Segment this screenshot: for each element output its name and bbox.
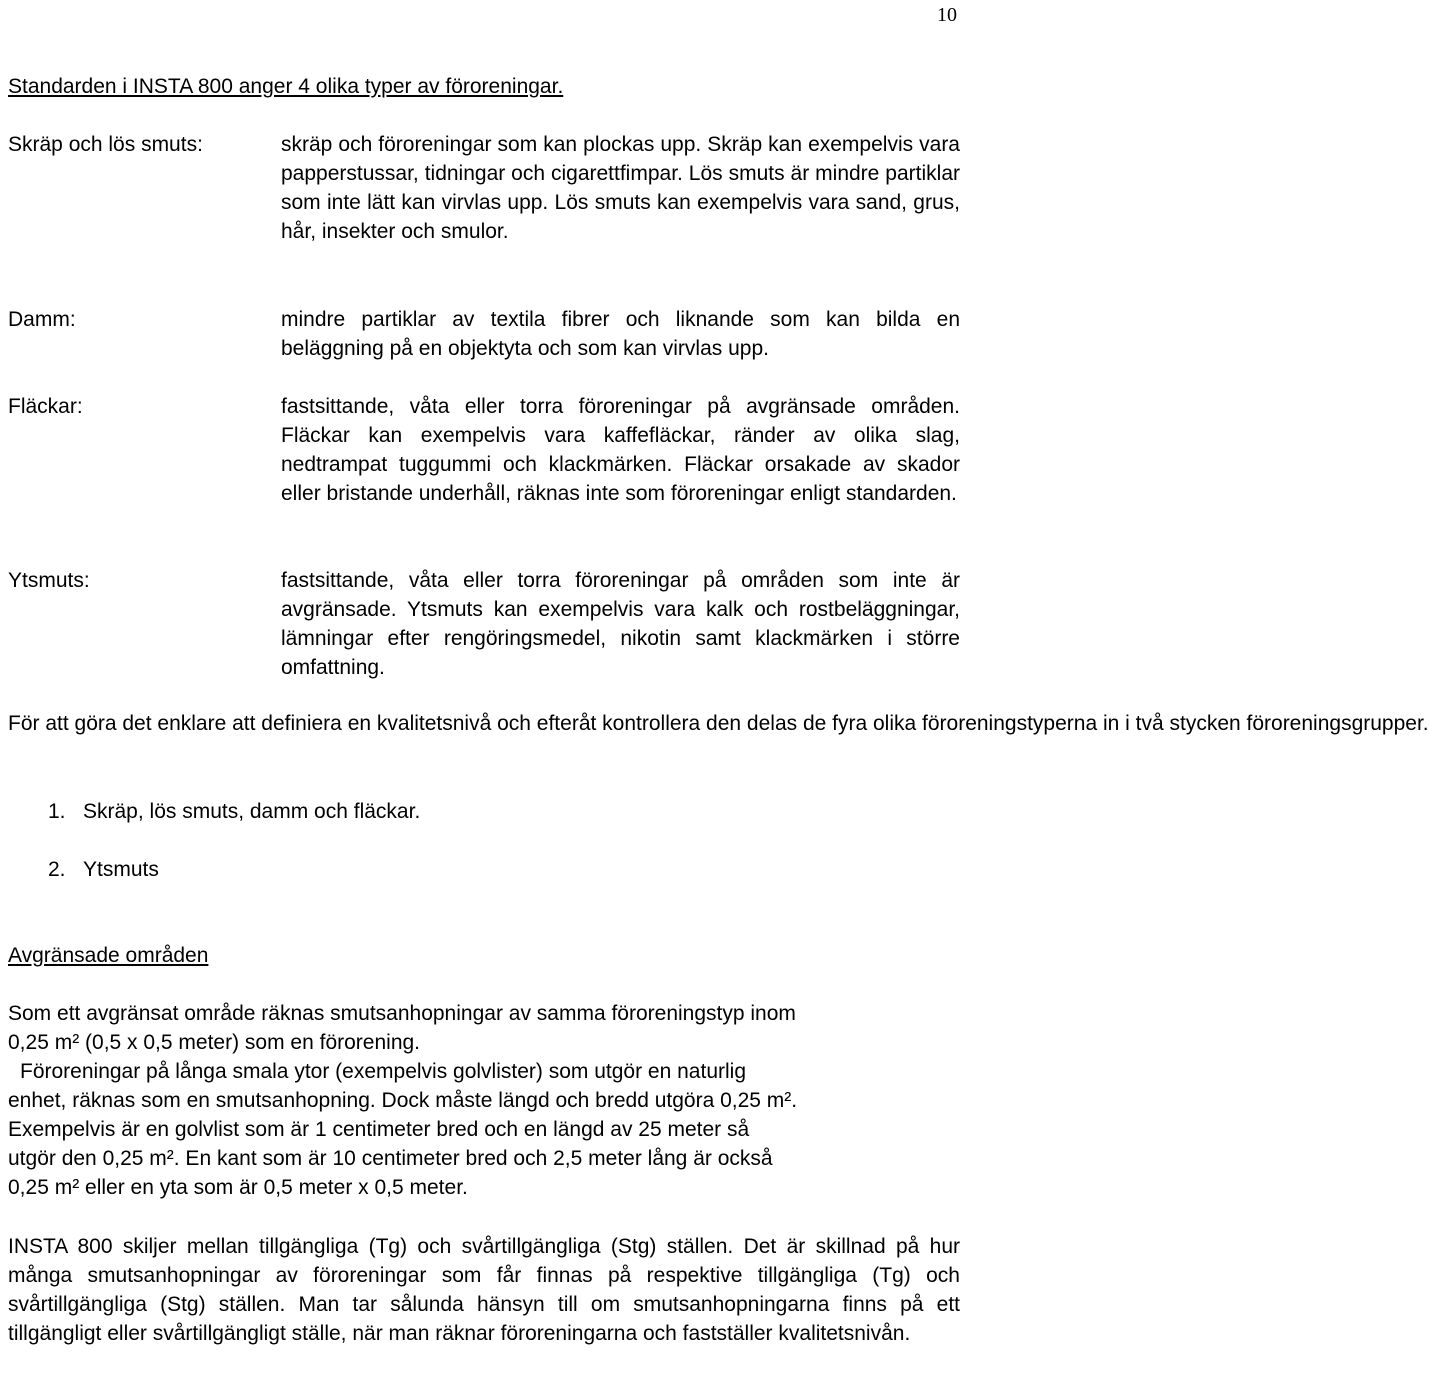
definition-term: Fläckar: bbox=[8, 395, 83, 418]
definition-description: fastsittande, våta eller torra föroreningar på områden som inte är avgränsade. Ytsmuts kan exempelvis vara kalk och rostbeläggningar, lämningar efter rengöringsmedel, nikotin samt klackmärken i större omfattning. bbox=[281, 569, 960, 679]
section-line: 0,25 m² eller en yta som är 0,5 meter x 0,5 meter. bbox=[8, 1176, 468, 1199]
section-line: enhet, räknas som en smutsanhopning. Dock måste längd och bredd utgöra 0,25 m². bbox=[8, 1089, 798, 1112]
group-item bbox=[48, 855, 159, 884]
definition-item bbox=[8, 566, 960, 682]
definition-description: fastsittande, våta eller torra föroreningar på avgränsade områden. Fläckar kan exempelvis vara kaffefläckar, ränder av olika slag, nedtrampat tuggummi och klackmärken. Fläckar orsakade av skador eller bristande underhåll, räknas inte som föroreningar enligt standarden. bbox=[281, 395, 960, 505]
definition-item bbox=[8, 130, 960, 305]
section-line: utgör den 0,25 m². En kant som är 10 centimeter bred och 2,5 meter lång är också bbox=[8, 1147, 773, 1170]
insta-paragraph: INSTA 800 skiljer mellan tillgängliga (Tg) och svårtillgängliga (Stg) ställen. Det är skillnad på hur många smutsanhopningar av föroreningar som får finnas på respektive tillgängliga (Tg) och svårtillgängliga (Stg) ställen. Man tar sålunda hänsyn till om smutsanhopningarna finns på ett tillgängligt eller svårtillgängligt ställe, när man räknar föroreningarna och fastställer kvalitetsnivån. bbox=[8, 1235, 960, 1345]
section-line: Exempelvis är en golvlist som är 1 centimeter bred och en längd av 25 meter så bbox=[8, 1118, 750, 1141]
definition-term: Damm: bbox=[8, 308, 76, 331]
group-number: 2. bbox=[48, 858, 66, 881]
definition-term: Ytsmuts: bbox=[8, 569, 90, 592]
page-number: 10 bbox=[937, 4, 957, 26]
group-label: Ytsmuts bbox=[83, 858, 159, 881]
section-paragraph bbox=[8, 999, 960, 1202]
section-line: Som ett avgränsat område räknas smutsanhopningar av samma föroreningstyp inom bbox=[8, 1002, 796, 1025]
group-label: Skräp, lös smuts, damm och fläckar. bbox=[83, 800, 421, 823]
intro-heading: Standarden i INSTA 800 anger 4 olika typer av föroreningar. bbox=[8, 75, 564, 98]
section-line: 0,25 m² (0,5 x 0,5 meter) som en förorening. bbox=[8, 1031, 421, 1054]
definition-term: Skräp och lös smuts: bbox=[8, 133, 203, 156]
definition-description: mindre partiklar av textila fibrer och liknande som kan bilda en beläggning på en objektyta och som kan virvlas upp. bbox=[281, 308, 960, 360]
definition-description: skräp och föroreningar som kan plockas upp. Skräp kan exempelvis vara papperstussar, tidningar och cigarettfimpar. Lös smuts är mindre partiklar som inte lätt kan virvlas upp. Lös smuts kan exempelvis vara sand, grus, hår, insekter och smulor. bbox=[281, 133, 960, 243]
definition-item bbox=[8, 392, 960, 566]
group-number: 1. bbox=[48, 800, 66, 823]
section-heading: Avgränsade områden bbox=[8, 944, 209, 967]
section-line: Föroreningar på långa smala ytor (exempelvis golvlister) som utgör en naturlig bbox=[20, 1060, 746, 1083]
definition-list bbox=[8, 130, 960, 682]
definition-item bbox=[8, 305, 960, 392]
group-item bbox=[48, 797, 420, 826]
groups-intro-paragraph: För att göra det enklare att definiera en kvalitetsnivå och efteråt kontrollera den delas de fyra olika föroreningstyperna in i två stycken föroreningsgrupper. bbox=[8, 712, 1429, 735]
